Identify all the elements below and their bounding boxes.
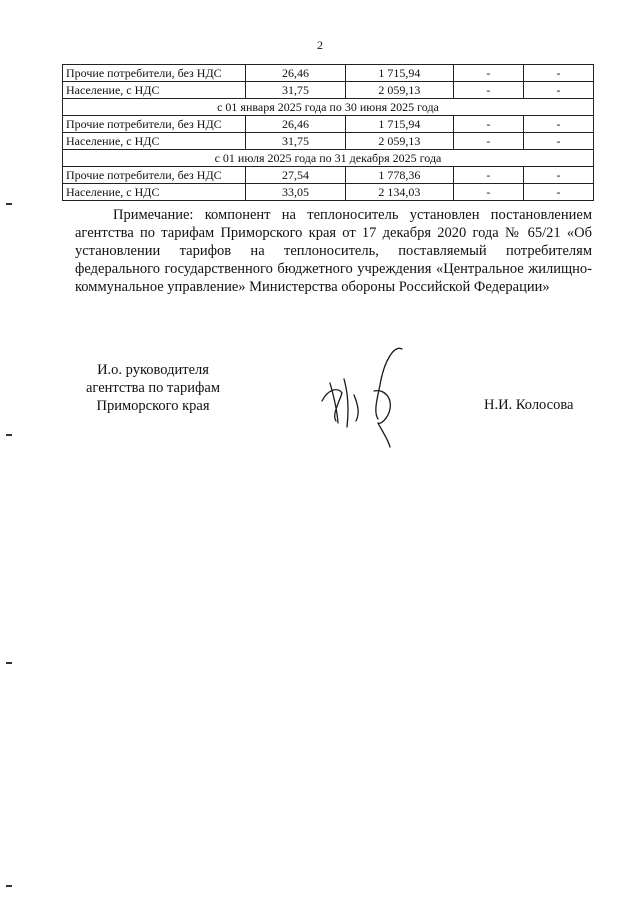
- tariff-value: -: [523, 82, 593, 99]
- tariff-value: -: [523, 65, 593, 82]
- consumer-name: Прочие потребители, без НДС: [63, 167, 246, 184]
- consumer-name: Прочие потребители, без НДС: [63, 116, 246, 133]
- scan-mark: [6, 885, 12, 887]
- tariff-value: -: [453, 65, 523, 82]
- tariff-value: 1 715,94: [345, 116, 453, 133]
- signer-name: Н.И. Колосова: [484, 397, 574, 413]
- consumer-name: Население, с НДС: [63, 184, 246, 201]
- tariff-value: 26,46: [246, 116, 346, 133]
- tariff-value: 31,75: [246, 133, 346, 150]
- tariff-value: -: [453, 116, 523, 133]
- tariff-value: -: [453, 82, 523, 99]
- scan-mark: [6, 434, 12, 436]
- tariff-value: -: [453, 167, 523, 184]
- tariff-value: -: [523, 116, 593, 133]
- scan-mark: [6, 662, 12, 664]
- tariff-value: 2 134,03: [345, 184, 453, 201]
- tariff-table-body: [63, 65, 594, 201]
- consumer-name: Население, с НДС: [63, 82, 246, 99]
- tariff-value: 2 059,13: [345, 82, 453, 99]
- table-row: [63, 167, 594, 184]
- period-row: [63, 99, 594, 116]
- signer-title-line: Приморского края: [96, 398, 210, 414]
- period-label: с 01 января 2025 года по 30 июня 2025 года: [63, 99, 594, 116]
- scan-mark: [6, 203, 12, 205]
- table-row: [63, 133, 594, 150]
- period-row: [63, 150, 594, 167]
- page-number: 2: [317, 38, 323, 52]
- signer-title-line: И.о. руководителя: [97, 362, 209, 378]
- table-row: [63, 65, 594, 82]
- signer-title: [62, 361, 244, 415]
- consumer-name: Население, с НДС: [63, 133, 246, 150]
- tariff-value: 33,05: [246, 184, 346, 201]
- tariff-value: -: [523, 167, 593, 184]
- signer-title-line: агентства по тарифам: [86, 380, 220, 396]
- handwritten-signature: [318, 343, 418, 453]
- note-paragraph: Примечание: компонент на теплоноситель установлен постановлением агентства по тарифам Приморского края от 17 декабря 2020 года № 65/21 «Об установлении тарифов на теплоноситель, поставляемый потребителям федерального государственного бюджетного учреждения «Центральное жилищно-коммунальное управление» Министерства обороны Российской Федерации»: [75, 207, 592, 295]
- table-row: [63, 82, 594, 99]
- tariff-value: 26,46: [246, 65, 346, 82]
- consumer-name: Прочие потребители, без НДС: [63, 65, 246, 82]
- tariff-value: 1 778,36: [345, 167, 453, 184]
- tariff-value: -: [453, 133, 523, 150]
- tariff-value: 27,54: [246, 167, 346, 184]
- tariff-value: 2 059,13: [345, 133, 453, 150]
- tariff-value: -: [523, 133, 593, 150]
- table-row: [63, 184, 594, 201]
- tariff-value: 31,75: [246, 82, 346, 99]
- tariff-value: -: [453, 184, 523, 201]
- tariff-table: [62, 64, 594, 201]
- tariff-value: 1 715,94: [345, 65, 453, 82]
- period-label: с 01 июля 2025 года по 31 декабря 2025 года: [63, 150, 594, 167]
- tariff-value: -: [523, 184, 593, 201]
- table-row: [63, 116, 594, 133]
